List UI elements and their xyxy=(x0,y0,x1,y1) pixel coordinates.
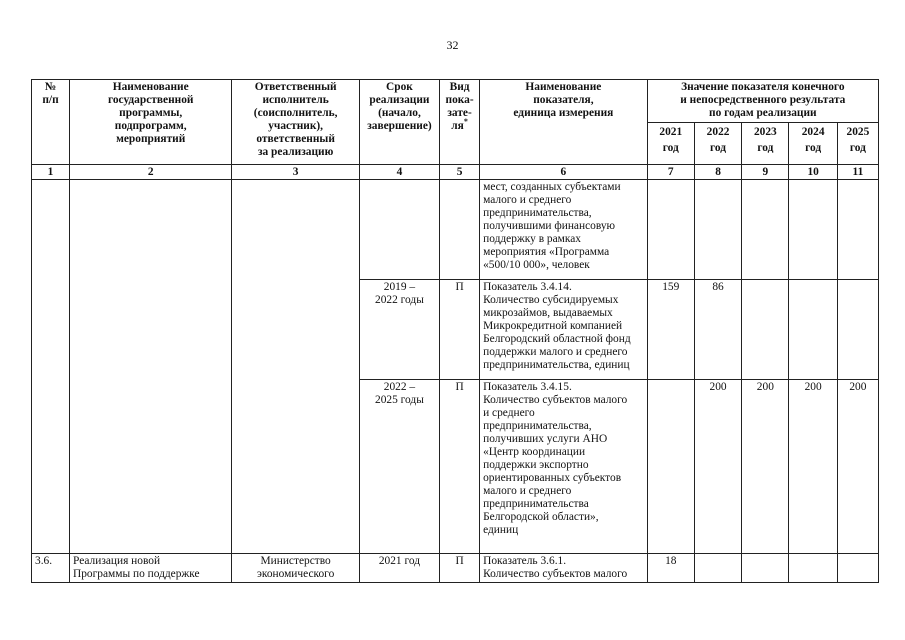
cell-number: 3.6. xyxy=(32,554,70,583)
header-year-2021: 2021 год xyxy=(647,123,694,165)
cell-value-2022 xyxy=(694,180,741,280)
footnote-mark: * xyxy=(463,117,468,127)
column-number: 3 xyxy=(232,165,359,180)
column-number: 2 xyxy=(70,165,232,180)
cell-value-2023: 200 xyxy=(742,380,789,554)
cell-kind: П xyxy=(440,280,480,380)
cell-value-2023 xyxy=(742,180,789,280)
header-period: Срок реализации (начало, завершение) xyxy=(359,80,439,165)
cell-indicator: Показатель 3.6.1. Количество субъектов малого xyxy=(480,554,648,583)
cell-number xyxy=(32,180,70,554)
cell-program-name: Реализация новой Программы по поддержке xyxy=(70,554,232,583)
header-program-name: Наименование государственной программы, подпрограмм, мероприятий xyxy=(70,80,232,165)
cell-value-2021 xyxy=(647,380,694,554)
cell-value-2024: 200 xyxy=(789,380,837,554)
cell-value-2022: 200 xyxy=(694,380,741,554)
cell-period xyxy=(359,180,439,280)
cell-value-2022: 86 xyxy=(694,280,741,380)
cell-executor xyxy=(232,180,359,554)
cell-value-2022 xyxy=(694,554,741,583)
column-number: 8 xyxy=(694,165,741,180)
column-number: 6 xyxy=(480,165,648,180)
column-number: 7 xyxy=(647,165,694,180)
column-number: 9 xyxy=(742,165,789,180)
cell-value-2025: 200 xyxy=(837,380,878,554)
header-year-2023: 2023 год xyxy=(742,123,789,165)
header-year-2024: 2024 год xyxy=(789,123,837,165)
cell-kind: П xyxy=(440,380,480,554)
column-number: 4 xyxy=(359,165,439,180)
header-indicator-name: Наименование показателя, единица измерения xyxy=(480,80,648,165)
cell-period: 2021 год xyxy=(359,554,439,583)
cell-value-2024 xyxy=(789,554,837,583)
cell-value-2025 xyxy=(837,554,878,583)
cell-value-2021: 18 xyxy=(647,554,694,583)
table-row xyxy=(32,180,879,280)
header-executor: Ответственный исполнитель (соисполнитель, участник), ответственный за реализацию xyxy=(232,80,359,165)
header-year-2025: 2025 год xyxy=(837,123,878,165)
cell-kind xyxy=(440,180,480,280)
cell-value-2023 xyxy=(742,554,789,583)
cell-value-2023 xyxy=(742,280,789,380)
cell-indicator: мест, созданных субъектами малого и среднего предпринимательства, получившими финансовую поддержку в рамках мероприятия «Программа «500/10 000», человек xyxy=(480,180,648,280)
indicators-table xyxy=(31,79,879,583)
cell-period: 2022 – 2025 годы xyxy=(359,380,439,554)
page-number: 32 xyxy=(446,38,459,52)
cell-indicator: Показатель 3.4.15. Количество субъектов малого и среднего предпринимательства, получивших услуги АНО «Центр координации поддержки экспортно ориентированных субъектов малого и среднего предпринимательства Белгородской области», единиц xyxy=(480,380,648,554)
column-number: 11 xyxy=(837,165,878,180)
cell-executor: Министерство экономического xyxy=(232,554,359,583)
cell-period: 2019 – 2022 годы xyxy=(359,280,439,380)
table-row xyxy=(32,554,879,583)
header-number: № п/п xyxy=(32,80,70,165)
cell-value-2025 xyxy=(837,280,878,380)
cell-indicator: Показатель 3.4.14. Количество субсидируемых микрозаймов, выдаваемых Микрокредитной компанией Белгородский областной фонд поддержки малого и среднего предпринимательства, единиц xyxy=(480,280,648,380)
cell-value-2024 xyxy=(789,180,837,280)
column-number: 1 xyxy=(32,165,70,180)
cell-program-name xyxy=(70,180,232,554)
cell-value-2021 xyxy=(647,180,694,280)
cell-value-2025 xyxy=(837,180,878,280)
column-number-row xyxy=(32,165,879,180)
cell-kind: П xyxy=(440,554,480,583)
cell-value-2024 xyxy=(789,280,837,380)
header-year-2022: 2022 год xyxy=(694,123,741,165)
column-number: 10 xyxy=(789,165,837,180)
header-indicator-kind: Вид пока- зате- ля* xyxy=(440,80,480,165)
cell-value-2021: 159 xyxy=(647,280,694,380)
column-number: 5 xyxy=(440,165,480,180)
header-values-group: Значение показателя конечного и непосредственного результата по годам реализации xyxy=(647,80,878,123)
